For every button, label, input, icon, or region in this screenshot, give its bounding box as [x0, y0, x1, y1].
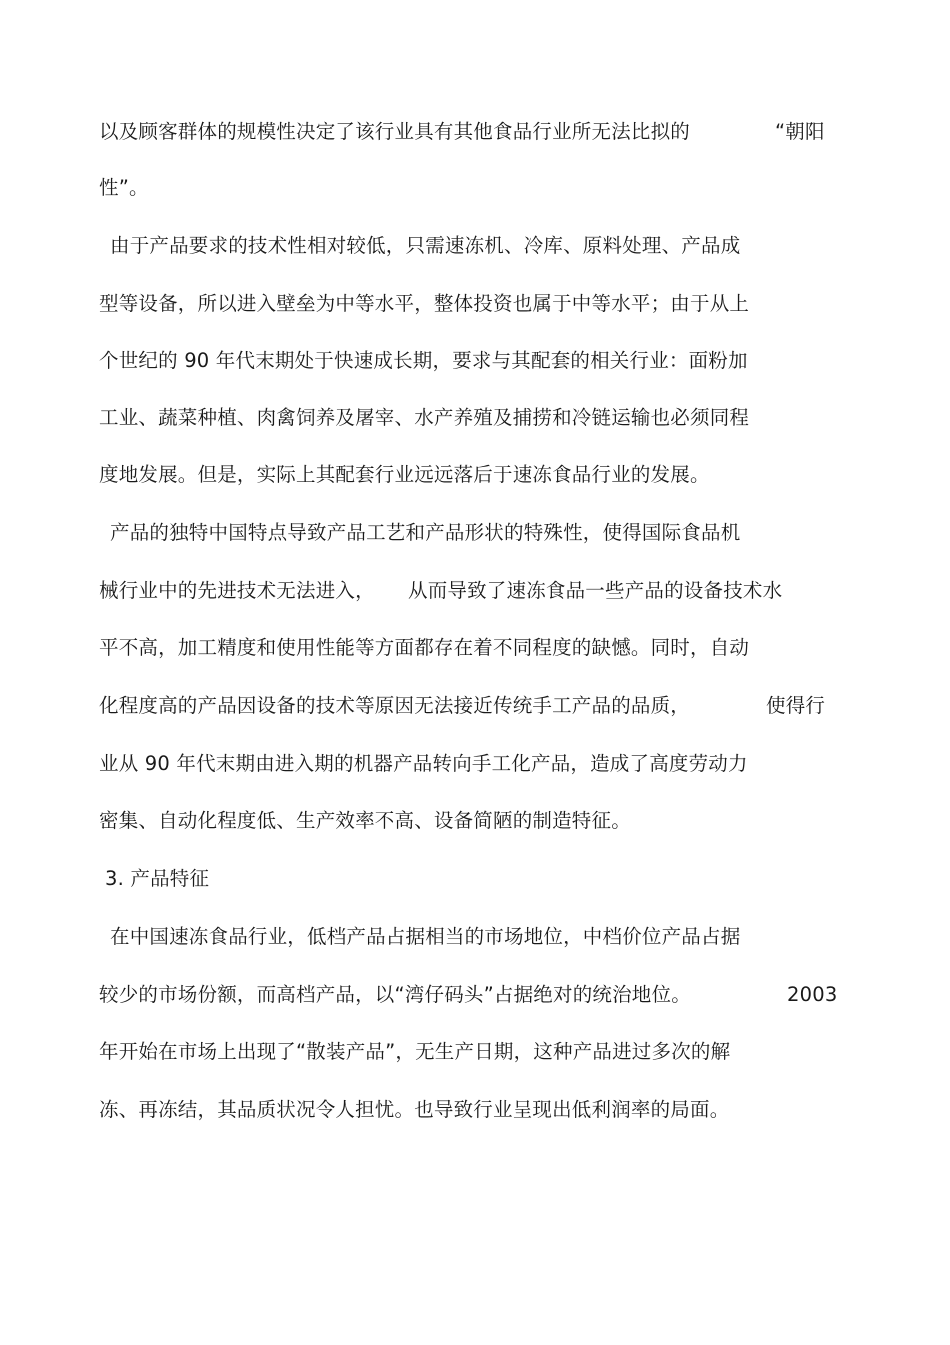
text-line-18 [0, 1095, 730, 1125]
section-heading [0, 864, 210, 894]
text-line-9 [0, 576, 783, 606]
text-segment: 较少的市场份额，而高档产品，以“湾仔码头”占据绝对的统治地位。 [99, 983, 691, 1006]
text-line-11 [0, 691, 826, 721]
text-line-15 [0, 922, 741, 952]
text-line-10 [0, 633, 750, 663]
text-segment: 密集、自动化程度低、生产效率不高、设备简陋的制造特征。 [99, 809, 631, 832]
text-segment: 产品的独特中国特点导致产品工艺和产品形状的特殊性，使得国际食品机 [110, 521, 741, 544]
text-line-1 [0, 117, 825, 147]
text-segment: 业从 90 年代末期由进入期的机器产品转向手工化产品，造成了高度劳动力 [99, 752, 748, 775]
text-line-6 [0, 403, 750, 433]
text-line-16 [0, 980, 838, 1010]
text-line-4 [0, 289, 750, 319]
text-segment: 型等设备，所以进入壁垒为中等水平，整体投资也属于中等水平；由于从上 [99, 292, 750, 315]
text-line-8 [0, 518, 741, 548]
text-segment: 使得行 [766, 694, 826, 717]
text-line-5 [0, 346, 748, 376]
text-line-3 [0, 231, 741, 261]
text-line-7 [0, 460, 710, 490]
text-segment: 化程度高的产品因设备的技术等原因无法接近传统手工产品的品质， [99, 694, 691, 717]
text-line-12 [0, 749, 748, 779]
text-segment: 从而导致了速冻食品一些产品的设备技术水 [408, 579, 783, 602]
text-segment: 2003 [787, 983, 838, 1006]
text-segment: 年开始在市场上出现了“散装产品”，无生产日期，这种产品进过多次的解 [99, 1040, 731, 1063]
text-line-2 [0, 173, 149, 203]
heading-text: 3. 产品特征 [105, 867, 210, 890]
text-segment: “朝阳 [775, 120, 825, 143]
text-segment: 性”。 [99, 176, 149, 199]
text-segment: 度地发展。但是，实际上其配套行业远远落后于速冻食品行业的发展。 [99, 463, 710, 486]
text-segment: 冻、再冻结，其品质状况令人担忧。也导致行业呈现出低利润率的局面。 [99, 1098, 730, 1121]
text-segment: 以及顾客群体的规模性决定了该行业具有其他食品行业所无法比拟的 [99, 120, 691, 143]
text-segment: 在中国速冻食品行业，低档产品占据相当的市场地位，中档价位产品占据 [110, 925, 741, 948]
text-segment: 平不高，加工精度和使用性能等方面都存在着不同程度的缺憾。同时，自动 [99, 636, 750, 659]
text-line-13 [0, 806, 631, 836]
text-segment: 个世纪的 90 年代末期处于快速成长期，要求与其配套的相关行业：面粉加 [99, 349, 748, 372]
text-segment: 械行业中的先进技术无法进入， [99, 579, 375, 602]
text-line-17 [0, 1037, 731, 1067]
text-segment: 由于产品要求的技术性相对较低，只需速冻机、冷库、原料处理、产品成 [110, 234, 741, 257]
text-segment: 工业、蔬菜种植、肉禽饲养及屠宰、水产养殖及捕捞和冷链运输也必须同程 [99, 406, 750, 429]
